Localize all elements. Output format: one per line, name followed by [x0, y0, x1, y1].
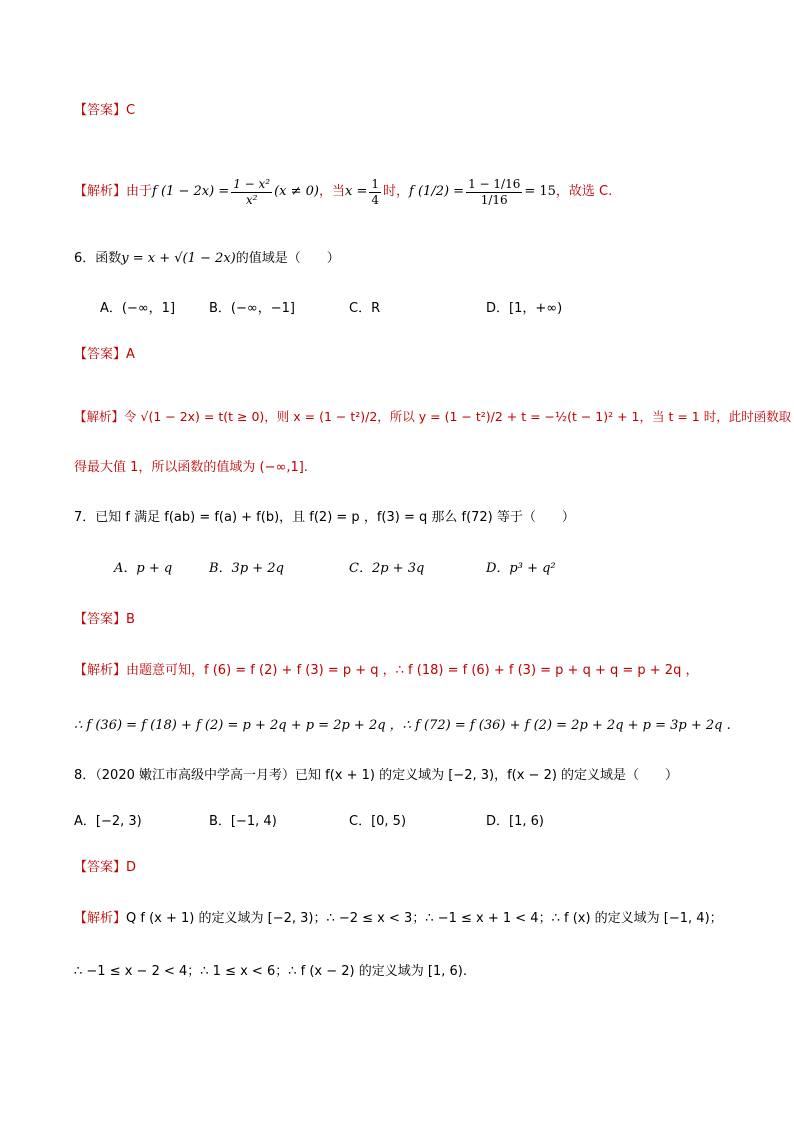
q8-option-b: B．[−1, 4)	[209, 814, 277, 829]
q6-answer-line	[74, 345, 135, 365]
q5-frac-a-num: 1 − x²	[233, 176, 271, 191]
q7-option-a: A．p + q	[114, 561, 173, 576]
q8-stem: 8．（2020 嫩江市高级中学高一月考）已知 f(x + 1) 的定义域为 [−2, 3)，f(x − 2) 的定义域是（ ）	[74, 768, 679, 783]
q7-option-d: D．p³ + q²	[486, 561, 556, 576]
q6-option-c: C．R	[349, 301, 381, 316]
q5-frac-q-num: 1	[371, 176, 380, 191]
q8-option-c: C．[0, 5)	[349, 814, 407, 829]
q5-shi: 时，	[383, 184, 410, 199]
q5-cond-a: (x ≠ 0)	[274, 184, 319, 199]
q7-analysis-line-1	[74, 661, 698, 681]
q5-formula-a: f (1 − 2x) =	[152, 184, 230, 199]
q8-answer-line	[74, 858, 136, 878]
q5-frac-a-den: x²	[245, 192, 258, 207]
q5-big-den: 1/16	[480, 192, 508, 207]
answer-tag: 【答案】	[74, 347, 127, 362]
q5-formula	[152, 177, 319, 208]
q7-option-b: B．3p + 2q	[209, 561, 284, 576]
analysis-tag: 【解析】	[74, 911, 127, 926]
q6-answer: A	[126, 347, 135, 362]
q8-analysis-1: Q f (x + 1) 的定义域为 [−2, 3)；∴ −2 ≤ x < 3；∴ −1 ≤ x + 1 < 4；∴ f (x) 的定义域为 [−1, 4)；	[126, 911, 723, 926]
q5-answer: C	[126, 103, 136, 118]
q5-x-eq: x =	[345, 184, 368, 199]
q6-option-d: D．[1，+∞)	[486, 301, 563, 316]
q5-frac-q-den: 4	[371, 192, 380, 207]
q5-big-fraction	[466, 177, 522, 208]
q6-analysis-line-2: 得最大值 1，所以函数的值域为 (−∞,1].	[74, 460, 308, 475]
q5-when: ，当	[319, 184, 346, 199]
analysis-tag: 【解析】	[74, 184, 127, 199]
q7-answer: B	[126, 612, 135, 627]
q6-stem-pre: 6．函数	[74, 251, 122, 266]
q5-fraction-quarter	[369, 177, 381, 208]
q8-analysis-line-1	[74, 909, 723, 929]
q7-analysis-1: 由题意可知，f (6) = f (2) + f (3) = p + q ，∴ f (18) = f (6) + f (3) = p + q + q = p + 2q ，	[126, 663, 699, 678]
q5-calc	[409, 177, 556, 208]
answer-tag: 【答案】	[74, 860, 127, 875]
analysis-tag: 【解析】	[74, 409, 125, 424]
q7-stem: 7．已知 f 满足 f(ab) = f(a) + f(b)，且 f(2) = p ，f(3) = q 那么 f(72) 等于（ ）	[74, 510, 575, 525]
q6-stem-formula: y = x + √(1 − 2x)	[121, 251, 236, 266]
q5-f-half: f (1/2) =	[409, 184, 465, 199]
q5-x-value	[345, 177, 383, 208]
q6-option-a: A．(−∞，1]	[100, 301, 176, 316]
q7-analysis-line-2: ∴ f (36) = f (18) + f (2) = p + 2q + p = 2p + 2q ，∴ f (72) = f (36) + f (2) = 2p + 2q + p = 3p + 2q .	[74, 718, 731, 733]
q8-option-a: A．[−2, 3)	[74, 814, 142, 829]
q8-option-d: D．[1, 6)	[486, 814, 544, 829]
q6-stem-post: 的值域是（ ）	[235, 251, 340, 266]
analysis-tag: 【解析】	[74, 663, 127, 678]
q5-analysis-line	[74, 162, 612, 222]
q5-analysis-pre: 由于	[126, 184, 153, 199]
q7-answer-line	[74, 610, 135, 630]
q5-fraction-a	[231, 177, 272, 208]
q7-option-c: C．2p + 3q	[349, 561, 425, 576]
q8-answer: D	[126, 860, 137, 875]
answer-tag: 【答案】	[74, 612, 127, 627]
answer-tag: 【答案】	[74, 103, 127, 118]
q8-analysis-line-2: ∴ −1 ≤ x − 2 < 4；∴ 1 ≤ x < 6；∴ f (x − 2) 的定义域为 [1, 6).	[74, 964, 467, 979]
q6-stem	[74, 249, 340, 269]
q5-result: = 15	[524, 184, 556, 199]
q5-big-num: 1 − 1/16	[468, 176, 521, 191]
q6-analysis-line-1	[74, 407, 791, 427]
q5-conclusion: ，故选 C.	[555, 184, 613, 199]
q6-analysis-1: 令 √(1 − 2x) = t(t ≥ 0)，则 x = (1 − t²)/2，所以 y = (1 − t²)/2 + t = −½(t − 1)² + 1，当 t = 1 时，此时函数取	[124, 409, 792, 424]
q6-option-b: B．(−∞，−1]	[209, 301, 295, 316]
q5-answer-line	[74, 101, 135, 121]
